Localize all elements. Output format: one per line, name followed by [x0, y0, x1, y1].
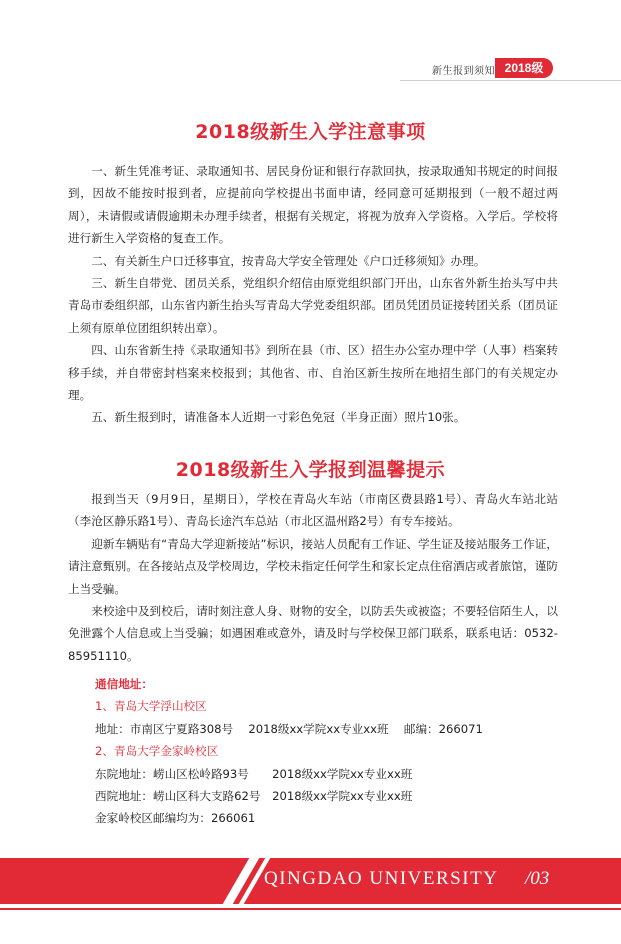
page-header: [0, 56, 621, 82]
section1-title: 2018级新生入学注意事项: [195, 121, 426, 143]
section1-paragraph: 四、山东省新生持《录取通知书》到所在县（市、区）招生办公室办理中学（人事）档案转移手续，并自带密封档案来校报到；其他省、市、自治区新生按所在地招生部门的有关规定办理。: [68, 343, 558, 403]
page-footer: [0, 858, 621, 918]
section1-body: [68, 160, 558, 429]
section2-title: 2018级新生入学报到温馨提示: [175, 459, 446, 481]
section2-body: [68, 488, 558, 667]
section2-paragraph: 报到当天（9月9日，星期日），学校在青岛火车站（市南区费县路1号）、青岛火车站北站（李沧区静乐路1号）、青岛长途汽车总站（市北区温州路2号）有专车接站。: [68, 492, 558, 529]
section1-paragraph: 五、新生报到时，请准备本人近期一寸彩色免冠（半身正面）照片10张。: [91, 410, 466, 425]
campus1-name: 1、青岛大学浮山校区: [95, 699, 207, 714]
campus2-postcode: 金家岭校区邮编均为：266061: [95, 811, 256, 826]
header-rule: [400, 80, 621, 81]
section2-paragraph: 迎新车辆贴有“青岛大学迎新接站”标识，接站人员配有工作证、学生证及接站服务工作证，请注意甄别。在各接站点及学校周边，学校未指定任何学生和家长定点住宿酒店或者旅馆，谨防上当受骗。: [68, 536, 559, 596]
campus2-name: 2、青岛大学金家岭校区: [95, 744, 219, 759]
address-heading: 通信地址：: [95, 677, 153, 691]
page-number: /03: [525, 868, 550, 889]
header-label: 新生报到须知: [432, 66, 495, 77]
header-year-badge: 2018级: [495, 58, 553, 78]
section2-paragraph: 来校途中及到校后，请时刻注意人身、财物的安全，以防丢失或被盗；不要轻信陌生人，以免泄露个人信息或上当受骗；如遇困难或意外，请及时与学校保卫部门联系，联系电话：0532-85951110。: [68, 604, 558, 663]
section1-paragraph: 三、新生自带党、团员关系，党组织介绍信由原党组织部门开出，山东省外新生抬头写中共青岛市委组织部，山东省内新生抬头写青岛大学党委组织部。团员凭团员证接转团关系（团员证上须有原单位团组织转出章）。: [68, 276, 558, 335]
campus1-address: 地址：市南区宁夏路308号 2018级xx学院xx专业xx班 邮编：266071: [95, 721, 483, 736]
footer-bottom-rule: [0, 908, 621, 910]
campus2-west-address: 西院地址：崂山区科大支路62号 2018级xx学院xx专业xx班: [95, 789, 413, 804]
section1-paragraph: 二、有关新生户口迁移事宜，按青岛大学安全管理处《户口迁移须知》办理。: [91, 253, 486, 268]
section1-paragraph: 一、新生凭准考证、录取通知书、居民身份证和银行存款回执，按录取通知书规定的时间报到，因故不能按时报到者，应提前向学校提出书面申请，经同意可延期报到（一般不超过两周），未请假或请假逾期未办理手续者，根据有关规定，将视为放弃入学资格。入学后。学校将进行新生入学资格的复查工作。: [68, 164, 558, 246]
campus2-east-address: 东院地址：崂山区松岭路93号 2018级xx学院xx专业xx班: [95, 766, 413, 781]
footer-university-name: QINGDAO UNIVERSITY: [264, 868, 499, 889]
address-block: [95, 673, 555, 830]
